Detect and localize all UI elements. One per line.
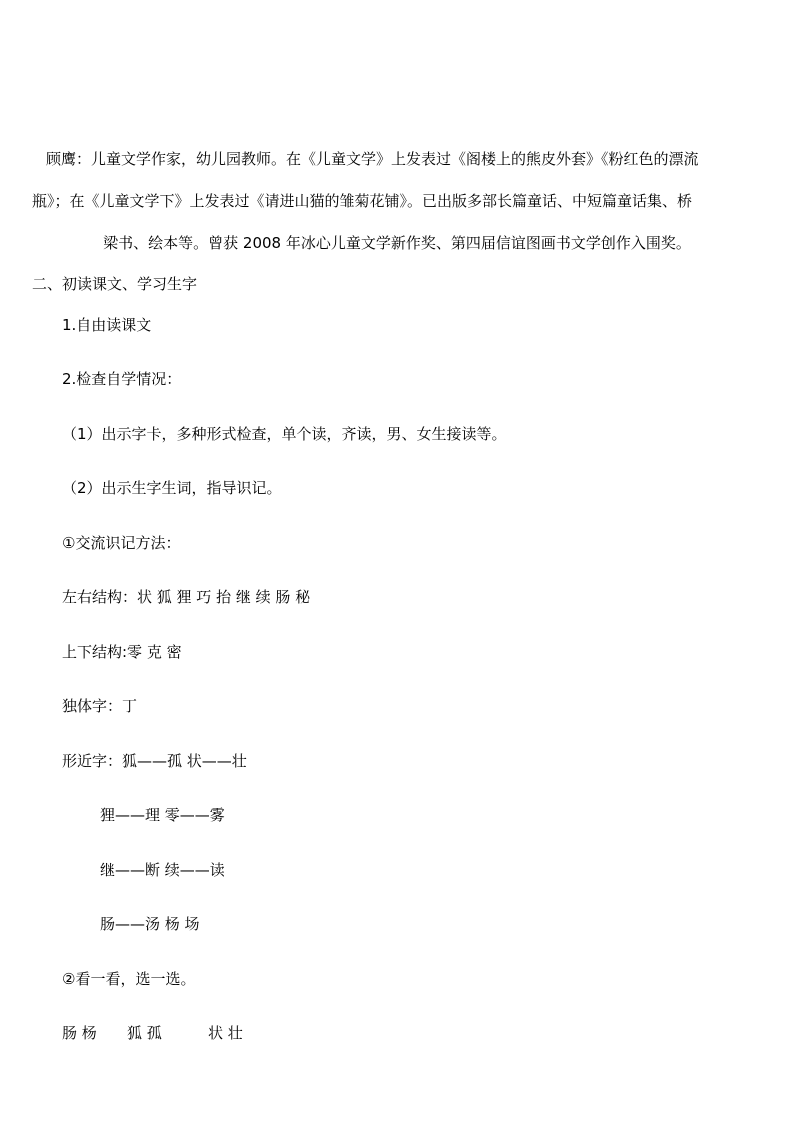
similar-chars-1: 形近字：狐——孤 状——壮 [62,752,247,770]
intro-line-3: 梁书、绘本等。曾获 2008 年冰心儿童文学新作奖、第四届信谊图画书文学创作入围奖。 [103,234,691,252]
top-bottom-structure: 上下结构:零 克 密 [62,643,182,661]
sub-step-2: （2）出示生字生词，指导识记。 [62,479,282,497]
sub-step-1: （1）出示字卡，多种形式检查，单个读，齐读，男、女生接读等。 [62,425,507,443]
practice-pair-2: 狐 孤 [127,1024,162,1042]
section-heading: 二、初读课文、学习生字 [32,275,198,293]
intro-line-2: 瓶》；在《儿童文学下》上发表过《请进山猫的雏菊花铺》。已出版多部长篇童话、中短篇童话集、桥 [32,192,693,210]
practice-pair-1: 肠 杨 [62,1024,97,1042]
practice-heading: ②看一看，选一选。 [62,970,196,988]
step-1: 1.自由读课文 [62,316,152,334]
similar-chars-2: 狸——理 零——雾 [100,806,225,824]
step-2: 2.检查自学情况： [62,370,182,388]
single-structure: 独体字：丁 [62,697,138,715]
intro-line-1: 顾鹰：儿童文学作家，幼儿园教师。在《儿童文学》上发表过《阁楼上的熊皮外套》《粉红色的漂流 [46,150,699,168]
similar-chars-4: 肠——汤 杨 场 [100,915,200,933]
method-heading: ①交流识记方法： [62,534,181,552]
similar-chars-3: 继——断 续——读 [100,861,225,879]
left-right-structure: 左右结构：状 狐 狸 巧 抬 继 续 肠 秘 [62,588,311,606]
practice-pair-3: 状 壮 [208,1024,243,1042]
